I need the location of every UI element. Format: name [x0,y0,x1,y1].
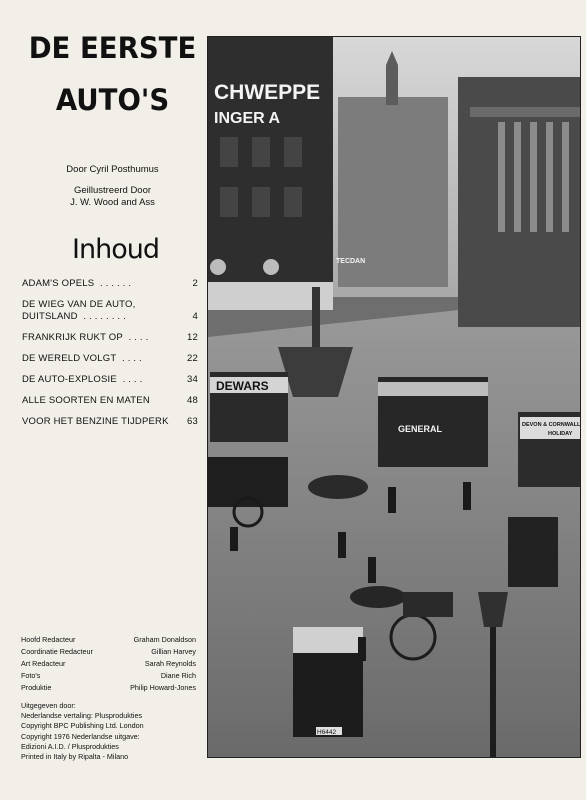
ginger-ale-sign: INGER A [214,110,281,127]
toc-entry[interactable] [22,278,198,290]
toc-entry-page: 48 [187,395,198,406]
publisher-line: Nederlandse vertaling: Plusprodukties [21,711,143,721]
staff-name: Sarah Reynolds [144,659,196,668]
street-scene-illustration [208,37,580,757]
staff-role: Foto's [21,671,41,680]
staff-role: Art Redacteur [21,659,66,668]
toc-entry-page: 34 [187,374,198,385]
carriage-body [403,592,453,617]
toc-entry[interactable] [22,416,198,428]
toc-entry-leader: . . . . [122,353,142,364]
toc-entry-page: 12 [187,332,198,343]
toc-entry[interactable] [22,374,198,386]
horse [308,475,368,499]
toc-entry[interactable] [22,395,198,407]
contents-heading: Inhoud [72,234,159,265]
clock-right [263,259,279,275]
schweppes-sign: CHWEPPE [214,81,321,104]
publisher-line: Printed in Italy by Ripalta - Milano [21,752,129,762]
illustrator-names: J. W. Wood and Ass [70,197,155,208]
street-scene-photo [207,36,581,758]
bus-top-banner [378,382,488,396]
staff-role: Produktie [21,683,52,692]
devon-sign: DEVON & CORNWALL [522,422,580,428]
taxi-roof [293,627,363,653]
cornice [470,107,580,117]
editorial-staff [21,634,196,694]
toc-entry[interactable] [22,332,198,344]
staff-role: Hoofd Redacteur [21,635,76,644]
staff-row [21,658,196,670]
clock-left [210,259,226,275]
toc-entry-title: ADAM'S OPELS [22,278,95,289]
staff-row [21,670,196,682]
toc-entry-title: FRANKRIJK RUKT OP [22,332,123,343]
fountain-pillar [312,287,320,347]
general-sign: GENERAL [398,424,443,434]
lamp-post [490,627,496,757]
publisher-line: Copyright 1976 Nederlandse uitgave: [21,731,140,741]
staff-row [21,634,196,646]
dewars-sign: DEWARS [216,379,269,393]
toc-entry-page: 63 [187,416,198,427]
tower-spire [386,65,398,105]
toc-entry-title-line-2: DUITSLAND [22,311,78,322]
publisher-line: Copyright BPC Publishing Ltd. London [21,721,144,731]
toc-entry-page: 22 [187,353,198,364]
holiday-sign: HOLIDAY [548,431,573,437]
staff-row [21,682,196,694]
toc-entry-leader: . . . . . . [100,278,132,289]
tecdan-sign: TECDAN [336,258,366,265]
toc-entry-title: DE WERELD VOLGT [22,353,117,364]
toc-entry-leader: . . . . [128,332,149,343]
toc-entry-leader: . . . . . . . . [83,311,126,322]
license-plate-number: H6442 [317,729,337,736]
carriage-horse [350,586,406,608]
toc-entry-title: ALLE SOORTEN EN MATEN [22,395,150,406]
toc-entry[interactable] [22,299,198,323]
toc-entry-page: 2 [192,278,198,289]
illustrated-by-label: Geillustreerd Door [73,185,152,196]
motor-car-right [508,517,558,587]
staff-name: Graham Donaldson [133,635,196,644]
staff-row [21,646,196,658]
book-title-line-1: DE EERSTE [28,31,197,65]
toc-entry-leader: . . . . [122,374,143,385]
toc-entry-title: VOOR HET BENZINE TIJDPERK [22,416,169,427]
author-credit: Door Cyril Posthumus [66,164,159,175]
toc-entry[interactable] [22,353,198,365]
staff-name: Gillian Harvey [151,647,196,656]
book-title-line-2: AUTO'S [55,83,170,117]
staff-name: Philip Howard-Jones [130,683,196,692]
toc-entry-title: DE WIEG VAN DE AUTO, [22,299,136,310]
toc-entry-title: DE AUTO-EXPLOSIE [22,374,117,385]
table-of-contents [22,278,198,437]
publisher-line: Uitgegeven door: [21,701,76,710]
publisher-line: Edizioni A.I.D. / Plusprodukties [21,741,119,751]
publisher-info [21,701,201,762]
staff-role: Coordinatie Redacteur [21,647,93,656]
toc-entry-page: 4 [192,311,198,322]
staff-name: Diane Rich [160,671,196,680]
